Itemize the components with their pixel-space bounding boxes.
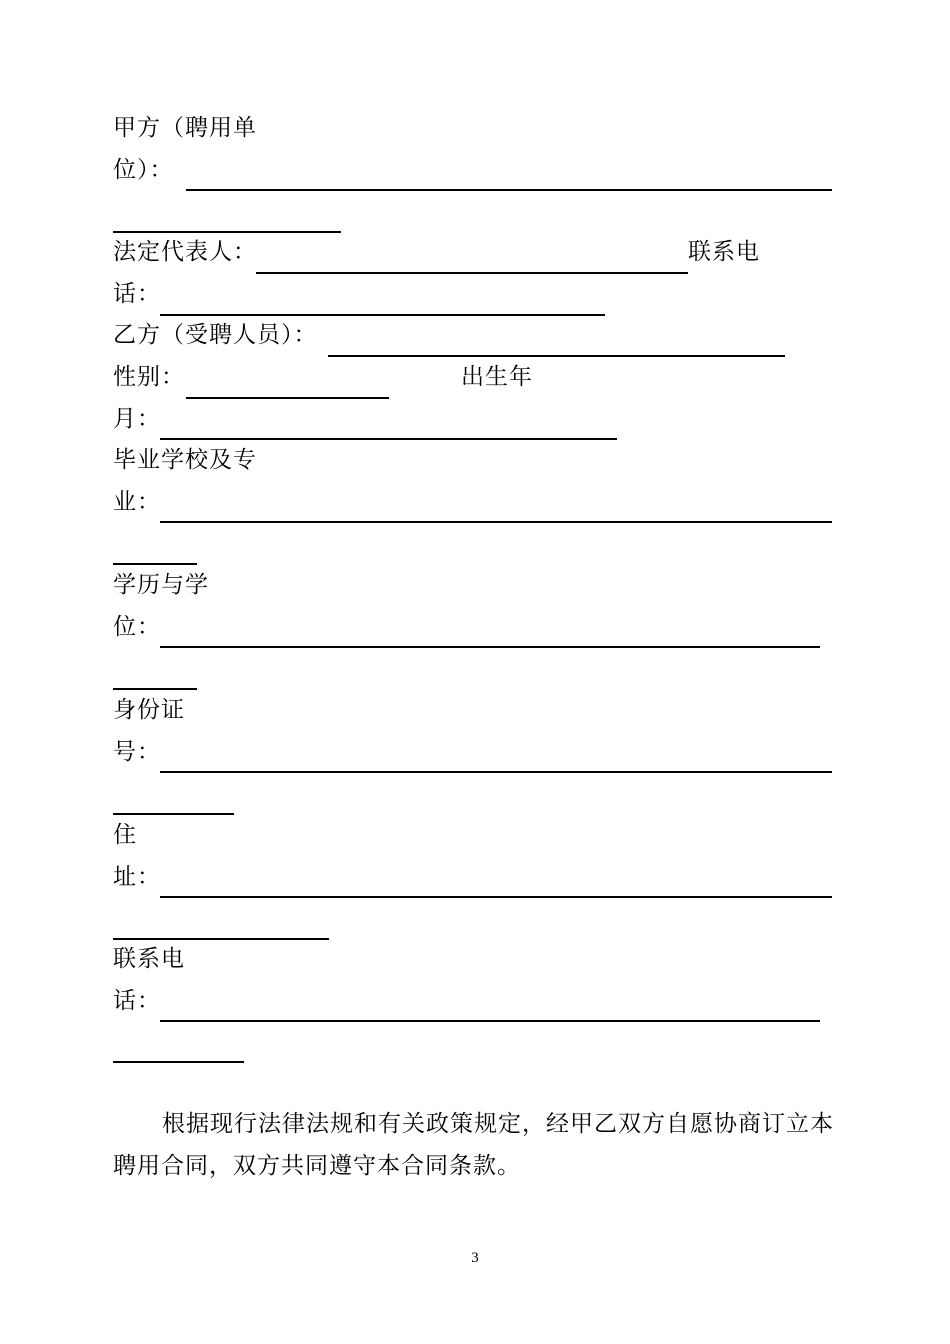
birth-label-line2: 月：	[113, 406, 161, 432]
party-a-phone-label-line1: 联系电	[688, 239, 760, 265]
gender-field[interactable]	[186, 397, 389, 399]
party-b-phone-label-line2: 话：	[113, 988, 161, 1014]
degree-label-line1: 学历与学	[113, 572, 209, 598]
school-field-continued[interactable]	[113, 563, 197, 565]
party-a-phone-field[interactable]	[160, 314, 605, 316]
party-a-field[interactable]	[186, 189, 832, 191]
party-b-field[interactable]	[328, 355, 785, 357]
address-field[interactable]	[160, 896, 832, 898]
party-a-label-line1: 甲方（聘用单	[113, 115, 257, 141]
degree-label-line2: 位：	[113, 614, 161, 640]
party-a-label-line2: 位）：	[113, 157, 174, 183]
gender-label: 性别：	[113, 364, 185, 390]
birth-field[interactable]	[160, 438, 617, 440]
address-label-line2: 址：	[113, 864, 161, 890]
legal-rep-label: 法定代表人：	[113, 239, 257, 265]
id-number-label-line1: 身份证	[113, 697, 185, 723]
page-number: 3	[471, 1250, 479, 1266]
party-a-field-continued[interactable]	[113, 231, 341, 233]
party-a-phone-label-line2: 话：	[113, 281, 161, 307]
school-field[interactable]	[160, 521, 832, 523]
intro-paragraph-line2: 聘用合同，双方共同遵守本合同条款。	[113, 1153, 521, 1179]
degree-field-continued[interactable]	[113, 688, 197, 690]
school-label-line2: 业：	[113, 489, 161, 515]
legal-rep-field[interactable]	[256, 272, 688, 274]
id-number-label-line2: 号：	[113, 739, 161, 765]
address-field-continued[interactable]	[113, 938, 329, 940]
address-label-line1: 住	[113, 822, 137, 848]
id-number-field-continued[interactable]	[113, 813, 234, 815]
id-number-field[interactable]	[160, 771, 832, 773]
intro-paragraph-line1: 根据现行法律法规和有关政策规定，经甲乙双方自愿协商订立本	[162, 1111, 834, 1137]
school-label-line1: 毕业学校及专	[113, 447, 257, 473]
party-b-phone-field[interactable]	[160, 1020, 820, 1022]
party-b-label: 乙方（受聘人员）：	[113, 322, 318, 348]
party-b-phone-field-continued[interactable]	[113, 1061, 244, 1063]
degree-field[interactable]	[160, 646, 820, 648]
birth-label-line1: 出生年	[461, 364, 533, 390]
party-b-phone-label-line1: 联系电	[113, 946, 185, 972]
